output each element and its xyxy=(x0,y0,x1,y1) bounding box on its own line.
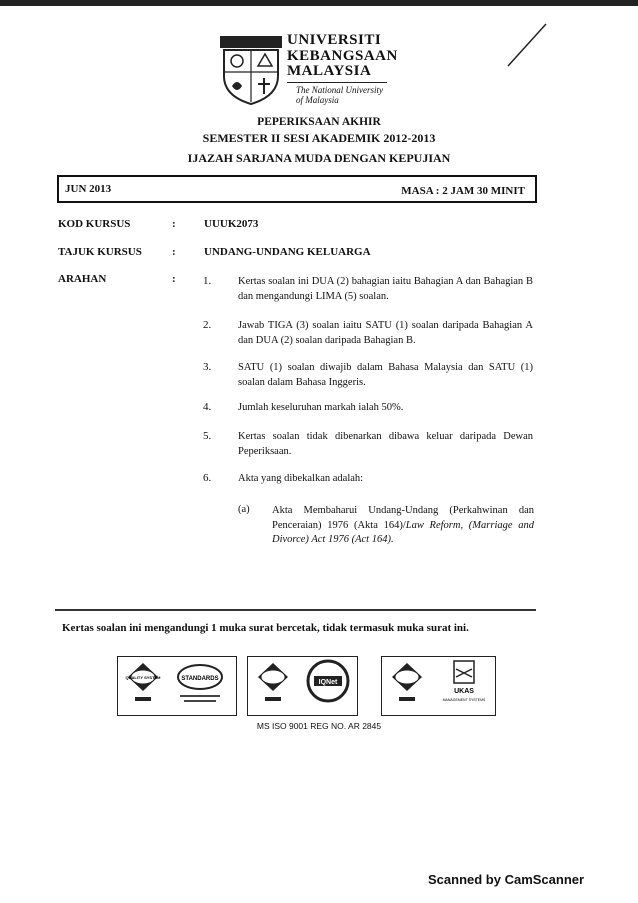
exam-title: PEPERIKSAAN AKHIR xyxy=(257,116,381,128)
cert-box-standards xyxy=(117,656,237,716)
colon: : xyxy=(172,218,176,230)
page-count-note: Kertas soalan ini mengandungi 1 muka surat bercetak, tidak termasuk muka surat ini. xyxy=(62,622,469,634)
english-name-line2: of Malaysia xyxy=(296,95,339,105)
quality-standards-logo-icon xyxy=(118,657,235,714)
english-name-line1: The National University xyxy=(296,85,383,95)
divider xyxy=(55,609,536,611)
instruction-text: Jumlah keseluruhan markah ialah 50%. xyxy=(238,402,404,413)
university-name-line2: KEBANGSAAN xyxy=(287,47,398,64)
kod-kursus-label: KOD KURSUS xyxy=(58,218,131,230)
act-name-english: Law Reform, (Marriage and Divorce) Act 1976 (Act 164). xyxy=(272,519,534,545)
quality-system-label: QUALITY SYSTEM xyxy=(125,675,161,680)
university-crest-icon xyxy=(218,36,284,106)
instruction-number: 4. xyxy=(203,401,212,413)
scan-edge xyxy=(0,0,638,6)
cert-box-ukas xyxy=(381,656,496,716)
instruction-text: Akta yang dibekalkan adalah: xyxy=(238,473,364,484)
standards-label: STANDARDS xyxy=(181,676,219,682)
sub-item-text xyxy=(272,504,534,548)
instruction-text: Kertas soalan ini DUA (2) bahagian iaitu Bahagian A dan Bahagian B dan mengandungi LIMA (5) soalan. xyxy=(238,276,533,302)
ukas-logo-icon xyxy=(382,657,494,714)
university-english-name xyxy=(296,85,383,105)
instruction-number: 5. xyxy=(203,430,212,442)
instruction-text: Kertas soalan tidak dibenarkan dibawa keluar daripada Dewan Peperiksaan. xyxy=(238,431,533,457)
tajuk-kursus-label: TAJUK KURSUS xyxy=(58,246,142,258)
instruction-number: 6. xyxy=(203,472,212,484)
instruction-text: SATU (1) soalan diwajib dalam Bahasa Malaysia dan SATU (1) soalan dalam Bahasa Inggeris. xyxy=(238,362,533,388)
colon: : xyxy=(172,273,176,285)
camscanner-watermark: Scanned by CamScanner xyxy=(428,872,585,887)
exam-degree: IJAZAH SARJANA MUDA DENGAN KEPUJIAN xyxy=(187,151,451,165)
arahan-label: ARAHAN xyxy=(58,273,107,285)
name-underline xyxy=(287,82,387,83)
ukas-sub-label: MANAGEMENT SYSTEMS xyxy=(442,698,486,702)
university-name-line1: UNIVERSITI xyxy=(287,32,382,48)
instruction-number: 1. xyxy=(203,275,212,287)
instruction-text: Jawab TIGA (3) soalan iaitu SATU (1) soalan daripada Bahagian A dan DUA (2) soalan daripada Bahagian B. xyxy=(238,320,533,346)
iqnet-logo-icon xyxy=(248,657,356,714)
university-name-line3: MALAYSIA xyxy=(287,63,372,79)
tajuk-kursus-value: UNDANG-UNDANG KELUARGA xyxy=(204,246,371,258)
sub-item-label: (a) xyxy=(238,504,250,515)
cert-box-iqnet xyxy=(247,656,358,716)
instruction-number: 3. xyxy=(203,361,212,373)
iso-registration: MS ISO 9001 REG NO. AR 2845 xyxy=(256,721,382,731)
instruction-number: 2. xyxy=(203,319,212,331)
iqnet-label: IQNet xyxy=(318,679,338,686)
exam-semester: SEMESTER II SESI AKADEMIK 2012-2013 xyxy=(202,131,436,145)
colon: : xyxy=(172,246,176,258)
act-name-malay: Akta Membaharui Undang-Undang (Perkahwinan dan Penceraian) 1976 (Akta 164)/ xyxy=(272,505,534,531)
exam-duration: MASA : 2 JAM 30 MINIT xyxy=(401,185,525,197)
date-duration-box xyxy=(57,175,537,203)
kod-kursus-value: UUUK2073 xyxy=(204,218,259,230)
check-mark-icon xyxy=(500,20,550,70)
exam-date: JUN 2013 xyxy=(65,183,112,195)
university-name xyxy=(287,33,398,80)
ukas-label: UKAS xyxy=(454,688,474,695)
